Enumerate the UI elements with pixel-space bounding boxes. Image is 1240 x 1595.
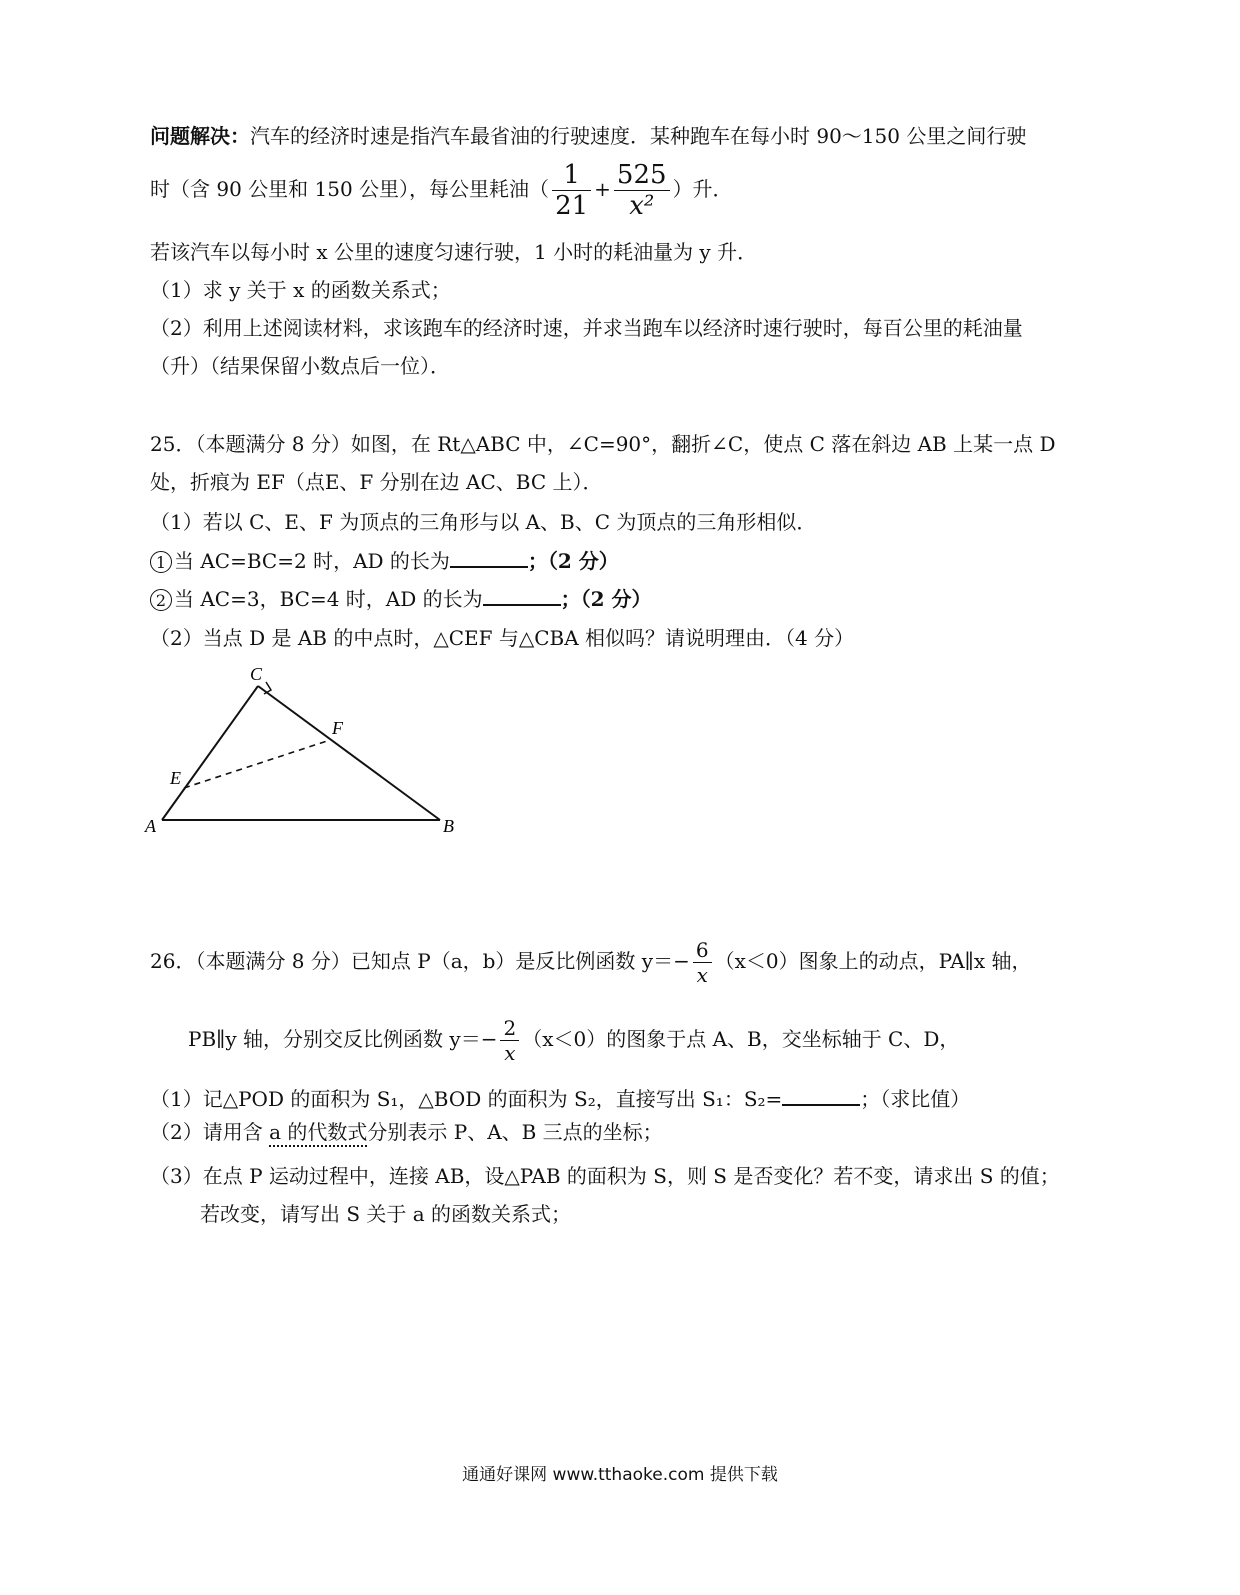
circled-number-2: 2: [150, 589, 172, 611]
fraction-6-over-x: $\frac{6}{x}$: [693, 938, 712, 987]
q25-line1: 25．（本题满分 8 分）如图，在 Rt△ABC 中，∠C=90°，翻折∠C，使点 C 落在斜边 AB 上某一点 D: [150, 432, 1056, 456]
q26-part2: （2）请用含 a 的代数式分别表示 P、A、B 三点的坐标；: [150, 1120, 663, 1144]
fraction-2-over-x: $\frac{2}{x}$: [500, 1016, 519, 1065]
q26-part1: （1）记△POD 的面积为 S₁，△BOD 的面积为 S₂，直接写出 S₁：S₂= ；（求比值）: [150, 1084, 970, 1113]
q25-line2: 处，折痕为 EF（点E、F 分别在边 AC、BC 上）．: [150, 470, 603, 494]
q26-line1: 26．（本题满分 8 分）已知点 P（a，b）是反比例函数 y＝− $\frac{6}{x}$ （x＜0）图象上的动点，PA∥x 轴，: [150, 938, 1032, 987]
q25-sub1: 1 当 AC=BC=2 时，AD 的长为 ；（2 分）: [150, 546, 619, 575]
label-c: C: [250, 664, 263, 684]
emphasis-dots: a 的代数式: [269, 1120, 368, 1144]
q26-part3b: 若改变，请写出 S 关于 a 的函数关系式；: [200, 1202, 572, 1226]
label-a: A: [145, 816, 156, 836]
plus-sign: +: [594, 177, 611, 201]
answer-blank-1[interactable]: [450, 546, 528, 568]
q24-text2a: 时（含 90 公里和 150 公里），每公里耗油（: [150, 177, 550, 201]
label-b: B: [443, 816, 454, 836]
q24-text1: 汽车的经济时速是指汽车最省油的行驶速度．某种跑车在每小时 90～150 公里之间行驶: [250, 124, 1027, 148]
q26-line2: PB∥y 轴，分别交反比例函数 y＝− $\frac{2}{x}$ （x＜0）的图象于点 A、B，交坐标轴于 C、D，: [188, 1016, 960, 1065]
q24-lead: 问题解决：: [150, 124, 250, 148]
q24-text2b: ）升．: [672, 177, 733, 201]
q26-part3: （3）在点 P 运动过程中，连接 AB，设△PAB 的面积为 S，则 S 是否变化？若不变，请求出 S 的值；: [150, 1164, 1060, 1188]
circled-number-1: 1: [150, 551, 172, 573]
fraction-1-over-21: $\frac{1}{21}$: [552, 160, 591, 221]
fold-line-ef: [184, 740, 330, 788]
q24-line3: 若该汽车以每小时 x 公里的速度匀速行驶，1 小时的耗油量为 y 升．: [150, 240, 758, 264]
footer-text: 通通好课网 www.tthaoke.com 提供下载: [462, 1465, 778, 1485]
side-bc: [258, 686, 440, 820]
side-ac: [162, 686, 258, 820]
triangle-figure: [140, 660, 470, 840]
q25-sub2: 2 当 AC=3，BC=4 时，AD 的长为 ；（2 分）: [150, 584, 652, 613]
answer-blank-2[interactable]: [483, 584, 561, 606]
q25-part1: （1）若以 C、E、F 为顶点的三角形与以 A、B、C 为顶点的三角形相似．: [150, 510, 817, 534]
q24-line1: [150, 122, 1026, 150]
q25-part2: （2）当点 D 是 AB 的中点时，△CEF 与△CBA 相似吗？请说明理由．（4 分）: [150, 626, 855, 650]
q24-part2b: （升）（结果保留小数点后一位）．: [150, 354, 450, 378]
fraction-525-over-x2: $\frac{525}{\text{x²}}$: [614, 160, 670, 221]
q24-line2: [150, 160, 733, 221]
answer-blank-3[interactable]: [782, 1084, 860, 1106]
q24-part1: （1）求 y 关于 x 的函数关系式；: [150, 278, 451, 302]
label-f: F: [332, 718, 343, 738]
q24-part2: （2）利用上述阅读材料，求该跑车的经济时速，并求当跑车以经济时速行驶时，每百公里的耗油量: [150, 316, 1023, 340]
label-e: E: [170, 768, 181, 788]
